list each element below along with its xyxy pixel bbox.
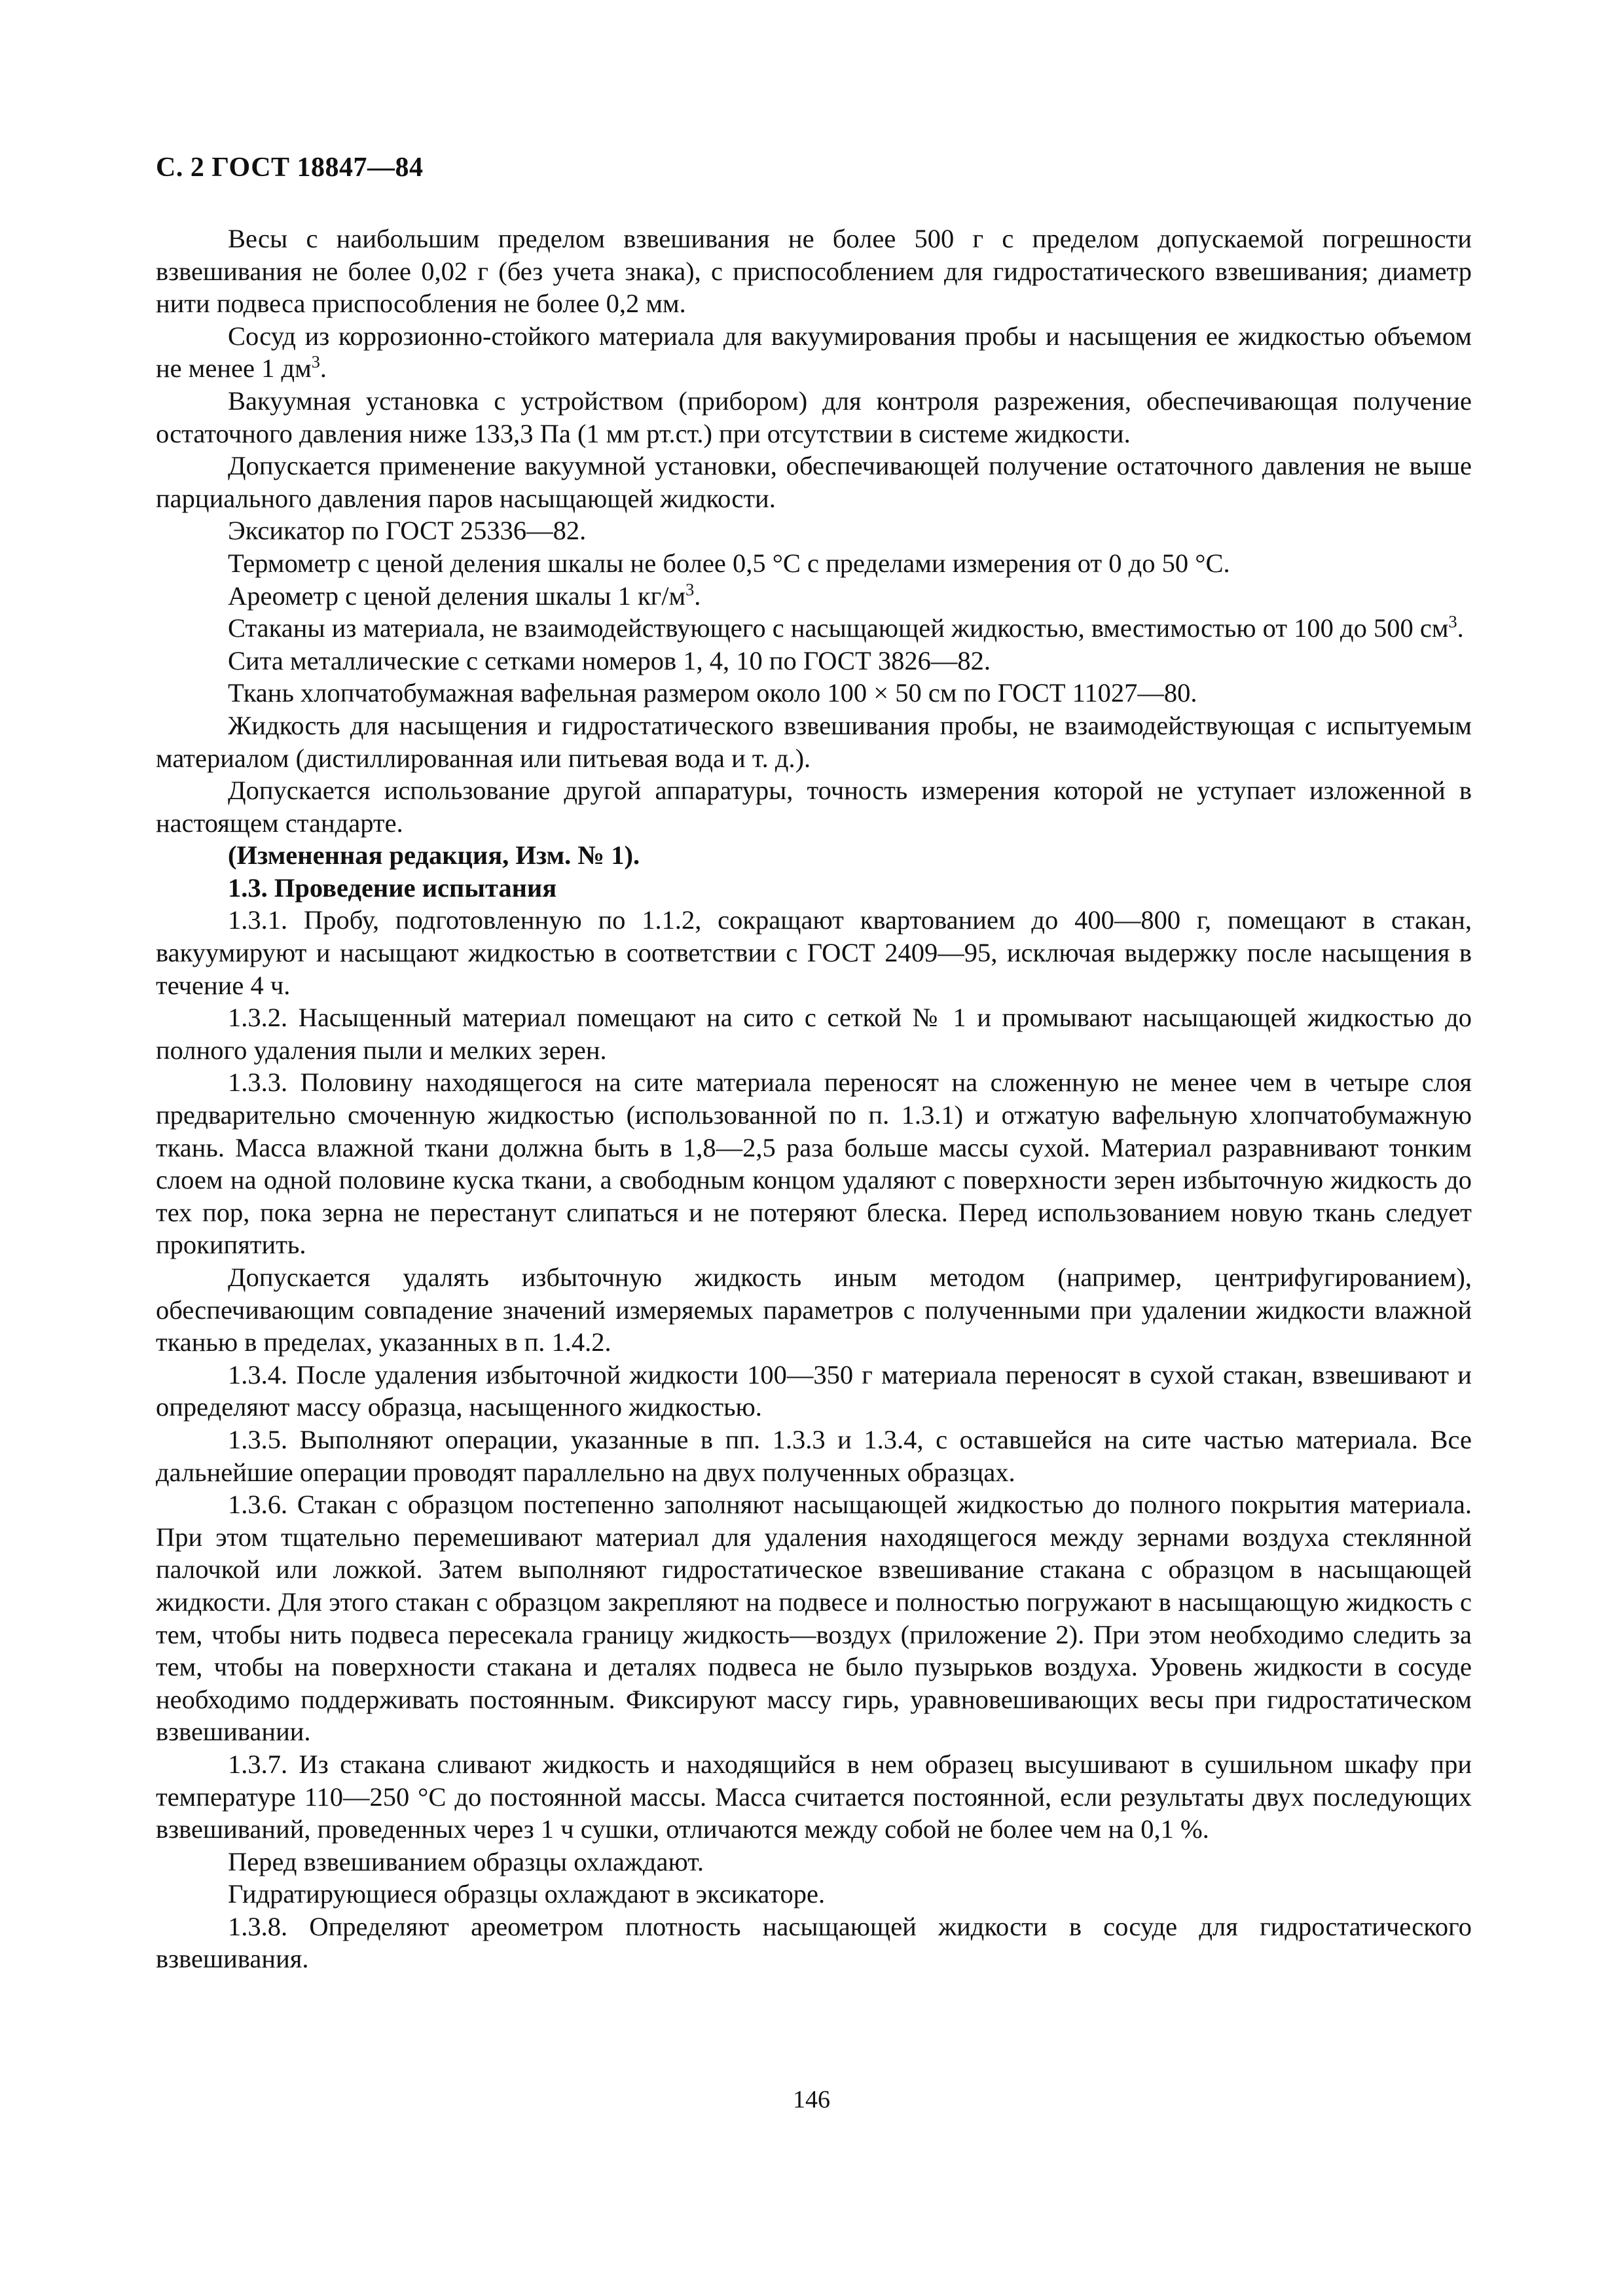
paragraph [156,612,1472,645]
paragraph-text: Весы с наибольшим пределом взвешивания не более 500 г с пределом допускаемой погрешности взвешивания не более 0,02 г (без учета знака), с приспособлением для гидростатического взвешивания; диаметр нити подвеса приспособления не более 0,2 мм. [156,224,1472,319]
paragraph [156,1910,1472,1975]
paragraph [156,385,1472,450]
paragraph-text: 1.3.8. Определяют ареометром плотность насыщающей жидкости в сосуде для гидростатического взвешивания. [156,1911,1472,1974]
bold-paragraph [156,872,1472,905]
paragraph [156,320,1472,385]
paragraph [156,1748,1472,1846]
paragraph-text: Допускается применение вакуумной установки, обеспечивающей получение остаточного давления не выше парциального давления паров насыщающей жидкости. [156,451,1472,513]
paragraph [156,709,1472,774]
paragraph [156,547,1472,580]
paragraph-text: 1.3.7. Из стакана сливают жидкость и находящийся в нем образец высушивают в сушильном шкафу при температуре 110—250 °С до постоянной массы. Масса считается постоянной, если результаты двух последующих взвешиваний, проведенных через 1 ч сушки, отличаются между собой не более чем на 0,1 %. [156,1749,1472,1844]
paragraph-tail: . [1457,613,1464,643]
superscript: 3 [1448,612,1457,632]
paragraph [156,1878,1472,1910]
paragraph-text: 1.3.1. Пробу, подготовленную по 1.1.2, сокращают квартованием до 400—800 г, помещают в стакан, вакуумируют и насыщают жидкостью в соответствии с ГОСТ 2409—95, исключая выдержку после насыщения в течение 4 ч. [156,905,1472,1000]
paragraph-text: Стаканы из материала, не взаимодействующего с насыщающей жидкостью, вместимостью от 100 до 500 см [228,613,1449,643]
paragraph-tail: . [319,353,327,384]
paragraph-tail: . [694,581,701,611]
paragraph-text: Перед взвешиванием образцы охлаждают. [228,1846,704,1876]
paragraph [156,1261,1472,1359]
page-number: 146 [793,2086,830,2113]
running-header: С. 2 ГОСТ 18847—84 [156,152,424,183]
paragraph-text: 1.3.2. Насыщенный материал помещают на сито с сеткой № 1 и промывают насыщающей жидкостью до полного удаления пыли и мелких зерен. [156,1003,1472,1065]
paragraph [156,645,1472,677]
paragraph-text: 1.3.3. Половину находящегося на сите материала переносят на сложенную не менее чем в четыре слоя предварительно смоченную жидкостью (использованной по п. 1.3.1) и отжатую вафельную хлопчатобумажную ткань. Масса влажной ткани должна быть в 1,8—2,5 раза больше массы сухой. Материал разравнивают тонким слоем на одной половине куска ткани, а свободным концом удаляют с поверхности зерен избыточную жидкость до тех пор, пока зерна не перестанут слипаться и не потеряют блеска. Перед использованием новую ткань следует прокипятить. [156,1067,1472,1260]
paragraph [156,223,1472,320]
paragraph [156,450,1472,514]
paragraph-text: Ареометр с ценой деления шкалы 1 кг/м [228,581,686,611]
superscript: 3 [685,580,695,600]
paragraph-text: 1.3.4. После удаления избыточной жидкости 100—350 г материала переносят в сухой стакан, взвешивают и определяют массу образца, насыщенного жидкостью. [156,1359,1472,1422]
paragraph-text: Сосуд из коррозионно-стойкого материала для вакуумирования пробы и насыщения ее жидкостью объемом не менее 1 дм [156,321,1472,384]
paragraph-text: Сита металлические с сетками номеров 1, 4, 10 по ГОСТ 3826—82. [228,645,991,675]
paragraph-text: Допускается использование другой аппаратуры, точность измерения которой не уступает изложенной в настоящем стандарте. [156,776,1472,838]
paragraph [156,1066,1472,1261]
paragraph-text: 1.3.6. Стакан с образцом постепенно заполняют насыщающей жидкостью до полного покрытия материала. При этом тщательно перемешивают материал для удаления находящегося между зернами воздуха стеклянной палочкой или ложкой. Затем выполняют гидростатическое взвешивание стакана с образцом в насыщающей жидкости. Для этого стакан с образцом закрепляют на подвесе и полностью погружают в насыщающую жидкость с тем, чтобы нить подвеса пересекала границу жидкость—воздух (приложение 2). При этом необходимо следить за тем, чтобы на поверхности стакана и деталях подвеса не было пузырьков воздуха. Уровень жидкости в сосуде необходимо поддерживать постоянным. Фиксируют массу гирь, уравновешивающих весы при гидростатическом взвешивании. [156,1490,1472,1747]
paragraph-text: Жидкость для насыщения и гидростатического взвешивания пробы, не взаимодействующая с испытуемым материалом (дистиллированная или питьевая вода и т. д.). [156,710,1472,773]
bold-paragraph [156,839,1472,872]
paragraph-text: Допускается удалять избыточную жидкость иным методом (например, центрифугированием), обеспечивающим совпадение значений измеряемых параметров с полученными при удалении жидкости влажной тканью в пределах, указанных в п. 1.4.2. [156,1263,1472,1357]
paragraph-text: Ткань хлопчатобумажная вафельная размером около 100 × 50 см по ГОСТ 11027—80. [228,678,1197,708]
paragraph [156,1424,1472,1488]
paragraph [156,677,1472,709]
paragraph [156,1001,1472,1066]
paragraph-text: Вакуумная установка с устройством (прибором) для контроля разрежения, обеспечивающая получение остаточного давления ниже 133,3 Па (1 мм рт.ст.) при отсутствии в системе жидкости. [156,386,1472,448]
superscript: 3 [311,352,320,372]
paragraph-text: 1.3.5. Выполняют операции, указанные в пп. 1.3.3 и 1.3.4, с оставшейся на сите частью материала. Все дальнейшие операции проводят параллельно на двух полученных образцах. [156,1424,1472,1487]
paragraph-text: Термометр с ценой деления шкалы не более 0,5 °С с пределами измерения от 0 до 50 °С. [228,548,1230,578]
paragraph [156,1488,1472,1748]
paragraph-text: (Измененная редакция, Изм. № 1). [228,840,640,870]
paragraph-text: Гидратирующиеся образцы охлаждают в эксикаторе. [228,1879,826,1909]
paragraph-text: Эксикатор по ГОСТ 25336—82. [228,516,587,546]
paragraph [156,774,1472,839]
paragraph [156,904,1472,1001]
body-text [156,223,1472,1975]
paragraph-text: 1.3. Проведение испытания [228,872,557,903]
paragraph [156,1846,1472,1878]
paragraph [156,1359,1472,1424]
paragraph [156,580,1472,613]
paragraph [156,514,1472,547]
